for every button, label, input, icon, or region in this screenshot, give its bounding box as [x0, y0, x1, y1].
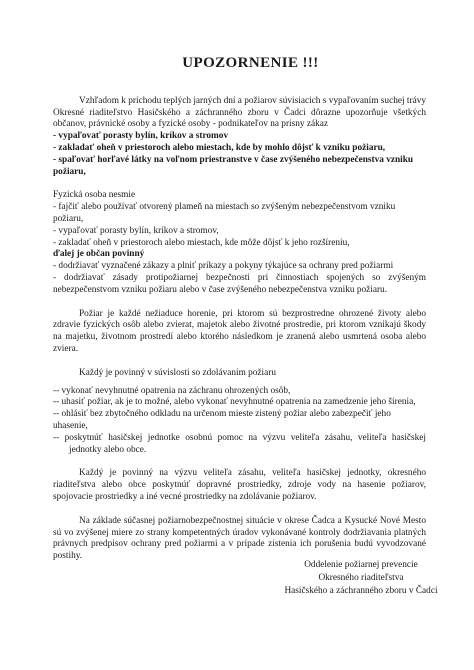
- signature-line: Okresného riaditeľstva: [318, 573, 404, 583]
- firefighting-duty-item: -- vykonať nevyhnutné opatrenia na záchranu ohrozených osôb,: [53, 385, 291, 396]
- firefighting-duty-section: [53, 368, 426, 457]
- assistance-paragraph: Každý je povinný na výzvu veliteľa zásahu, veliteľa hasičskej jednotky, okresného riaditeľstva alebo obce poskytnúť dopravné prostriedky, zdroje vody na hasenie požiarov, spojovacie prostriedky a iné vecné prostriedky na zdolávanie požiarov.: [53, 468, 426, 502]
- fire-definition-paragraph: Požiar je každé nežiaduce horenie, pri ktorom sú bezprostredne ohrozené životy alebo zdravie fyzických osôb alebo zvierat, majetok alebo životné prostredie, pri ktorom vznikajú škody na majetku, životnom prostredí alebo ktorého následkom je zranená alebo usmrtená osoba alebo zviera.: [53, 308, 426, 354]
- closing-paragraph: Na základe súčasnej požiarnobezpečnostnej situácie v okrese Čadca a Kysucké Nové Mesto sú vo zvýšenej miere zo strany kompetentných úradov vykonávané kontroly dodržiavania platných právnych predpisov ochrany pred požiarmi a v prípade zistenia ich porušenia budú vyvodzované postihy.: [53, 515, 426, 562]
- signature-block: [271, 559, 451, 598]
- intro-paragraph: Vzhľadom k príchodu teplých jarných dní a požiarov súvisiacich s vypaľovaním suchej trávy Okresné riaditeľstvo Hasičského a záchranného zboru v Čadci dôrazne upozorňuje všetkých občanov, právnické osoby a fyzické osoby - podnikateľov na prísny zákaz: [53, 95, 426, 130]
- natural-person-item: - vypaľovať porasty bylín, kríkov a stromov,: [53, 225, 219, 236]
- natural-person-item: - fajčiť alebo používať otvorený plameň na miestach so zvýšeným nebezpečenstvom vzniku požiaru,: [53, 202, 396, 224]
- prohibition-item: - spaľovať horľavé látky na voľnom priestranstve v čase zvýšeného nebezpečenstva vzniku požiaru,: [53, 154, 414, 177]
- firefighting-duty-item: -- poskytnúť hasičskej jednotke osobnú pomoc na výzvu veliteľa zásahu, veliteľa hasičskej jednotky alebo obce.: [53, 432, 426, 455]
- signature-line: Oddelenie požiarnej prevencie: [304, 560, 418, 570]
- natural-person-item: - zakladať oheň v priestoroch alebo miestach, kde môže dôjsť k jeho rozšíreniu,: [53, 237, 350, 248]
- duty-item: - dodržiavať vyznačené zákazy a plniť príkazy a pokyny týkajúce sa ochrany pred požiarmi: [53, 261, 394, 272]
- prohibition-item: - zakladať oheň v priestoroch alebo miestach, kde by mohlo dôjsť k vzniku požiaru,: [53, 142, 386, 153]
- natural-person-heading: Fyzická osoba nesmie: [53, 190, 136, 201]
- page-title: UPOZORNENIE !!!: [182, 55, 319, 71]
- firefighting-duty-heading: Každý je povinný v súvislosti so zdolávaním požiaru: [79, 367, 277, 378]
- prohibition-item: - vypaľovať porasty bylín, kríkov a stromov: [53, 131, 229, 142]
- intro-section: [53, 96, 426, 179]
- duty-item: - dodržiavať zásady protipožiarnej bezpečnosti pri činnostiach spojených so zvýšeným nebezpečenstvom vzniku požiaru alebo v čase zvýšeného nebezpečenstva vzniku požiaru.: [53, 272, 426, 295]
- firefighting-duty-item: -- ohlásiť bez zbytočného odkladu na určenom mieste zistený požiar alebo zabezpečiť jeho uhasenie,: [53, 409, 391, 431]
- natural-person-section: [53, 190, 426, 296]
- duty-heading: ďalej je občan povinný: [53, 249, 145, 260]
- firefighting-duty-item: -- uhasiť požiar, ak je to možné, alebo vykonať nevyhnutné opatrenia na zamedzenie jeho šírenia,: [53, 397, 416, 408]
- signature-line: Hasičského a záchranného zboru v Čadci: [284, 586, 438, 596]
